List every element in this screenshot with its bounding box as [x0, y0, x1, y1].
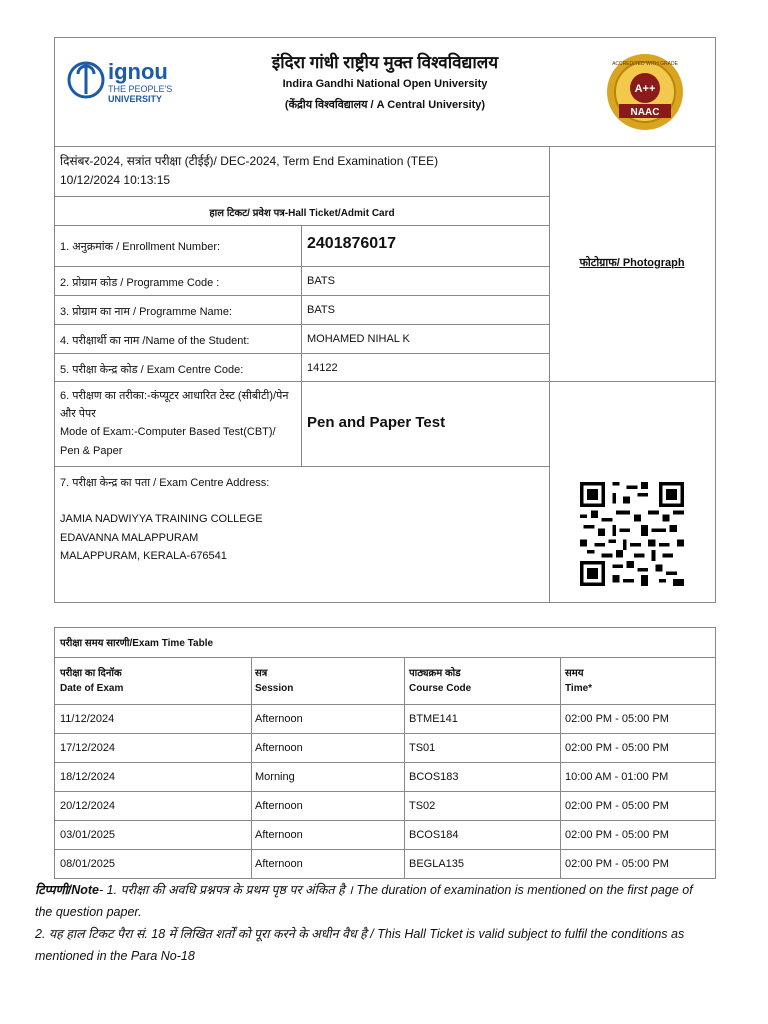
exam-session-line: दिसंबर-2024, सत्रांत परीक्षा (टीईई)/ DEC-2024, Term End Examination (TEE): [60, 154, 439, 168]
note-heading: टिप्पणी/Note: [35, 883, 100, 897]
detail-row-enrollment: [55, 226, 549, 267]
detail-row-programme-name: [55, 296, 549, 325]
detail-divider: [301, 296, 302, 324]
course-code: BEGLA135: [409, 858, 465, 870]
detail-divider: [301, 354, 302, 381]
header-time-hi: समय: [565, 668, 584, 679]
detail-label: 5. परीक्षा केन्द्र कोड / Exam Centre Code:: [60, 364, 244, 376]
address-line3: MALAPPURAM, KERALA-676541: [60, 550, 227, 562]
mode-label-line3: Mode of Exam:-Computer Based Test(CBT)/: [60, 426, 276, 438]
header-session-hi: सत्र: [255, 668, 268, 679]
naac-seal: [605, 52, 685, 132]
central-university-label: (केंद्रीय विश्वविद्यालय / A Central University): [284, 99, 486, 111]
exam-date: 03/01/2025: [60, 829, 116, 841]
logo-text: ignou: [108, 59, 168, 84]
exam-mode: Pen and Paper Test: [307, 414, 446, 431]
course-code: TS01: [409, 742, 436, 754]
exam-session: Afternoon: [255, 829, 303, 841]
exam-time: 02:00 PM - 05:00 PM: [565, 713, 669, 725]
note-line-3: 2. यह हाल टिकट पैरा सं. 18 में लिखित शर्तों को पूरा करने के अधीन वैध है / This Hall Ticket is valid subject to fulfil the conditions as: [35, 927, 685, 941]
detail-label: 2. प्रोग्राम कोड / Programme Code :: [60, 277, 220, 289]
exam-session: Morning: [255, 771, 295, 783]
exam-time: 10:00 AM - 01:00 PM: [565, 771, 669, 783]
address-line1: JAMIA NADWIYYA TRAINING COLLEGE: [60, 513, 263, 525]
qr-code: [580, 482, 684, 586]
detail-row-centre-code: [55, 354, 549, 382]
photo-column-divider: [549, 146, 550, 602]
header-session-en: Session: [255, 683, 294, 694]
table-row: [55, 733, 715, 754]
photo-qr-divider: [549, 381, 715, 382]
card-header: [55, 38, 715, 147]
naac-grade: A++: [634, 83, 656, 95]
exam-date: 08/01/2025: [60, 858, 116, 870]
timetable-header-divider: [55, 657, 715, 658]
header-course-hi: पाठ्यक्रम कोड: [409, 668, 461, 679]
logo-sub2: UNIVERSITY: [108, 94, 163, 104]
course-code: TS02: [409, 800, 436, 812]
exam-date: 11/12/2024: [60, 713, 115, 725]
exam-session: Afternoon: [255, 742, 303, 754]
exam-time: 02:00 PM - 05:00 PM: [565, 742, 669, 754]
naac-ring-text: ACCREDITED WITH GRADE: [612, 61, 678, 67]
photo-label: फोटोग्राफ/ Photograph: [579, 257, 685, 269]
programme-code: BATS: [307, 275, 335, 287]
course-code: BCOS183: [409, 771, 459, 783]
note-line-1: [35, 879, 735, 901]
naac-label: NAAC: [630, 107, 660, 118]
address-line2: EDAVANNA MALAPPURAM: [60, 532, 199, 544]
header-time-en: Time*: [565, 683, 593, 694]
detail-divider: [301, 325, 302, 353]
mode-label-line4: Pen & Paper: [60, 445, 123, 457]
note-1-text: - 1. परीक्षा की अवधि प्रश्नपत्र के प्रथम पृष्ठ पर अंकित है । The duration of examination is mentioned on the first page of: [99, 883, 693, 897]
table-row: [55, 849, 715, 870]
detail-divider: [301, 382, 302, 466]
exam-timestamp: 10/12/2024 10:13:15: [60, 173, 171, 187]
admit-card: [54, 37, 716, 603]
exam-info: [55, 146, 549, 197]
note-line-4: mentioned in the Para No-18: [35, 949, 195, 963]
exam-time: 02:00 PM - 05:00 PM: [565, 829, 669, 841]
table-row: [55, 762, 715, 783]
detail-label: 1. अनुक्रमांक / Enrollment Number:: [60, 241, 221, 253]
exam-date: 18/12/2024: [60, 771, 116, 783]
exam-date: 20/12/2024: [60, 800, 116, 812]
card-title: हाल टिकट/ प्रवेश पत्र-Hall Ticket/Admit Card: [209, 208, 395, 219]
table-row: [55, 791, 715, 812]
detail-row-programme-code: [55, 267, 549, 296]
exam-timetable: [54, 627, 716, 879]
exam-time: 02:00 PM - 05:00 PM: [565, 858, 669, 870]
detail-row-address: [55, 467, 549, 601]
exam-session: Afternoon: [255, 713, 303, 725]
header-date-en: Date of Exam: [60, 683, 124, 694]
table-row: [55, 820, 715, 841]
exam-session: Afternoon: [255, 800, 303, 812]
card-title-row: [55, 197, 549, 226]
programme-name: BATS: [307, 304, 335, 316]
exam-time: 02:00 PM - 05:00 PM: [565, 800, 669, 812]
centre-code: 14122: [307, 362, 338, 374]
detail-divider: [301, 267, 302, 295]
header-course-en: Course Code: [409, 683, 472, 694]
detail-row-mode: [55, 382, 549, 467]
course-code: BCOS184: [409, 829, 459, 841]
column-divider: [251, 657, 252, 878]
enrollment-number: 2401876017: [307, 235, 396, 252]
detail-label: 4. परीक्षार्थी का नाम /Name of the Student:: [60, 335, 250, 347]
note-line-2: the question paper.: [35, 905, 142, 919]
detail-label: 3. प्रोग्राम का नाम / Programme Name:: [60, 306, 232, 318]
column-divider: [560, 657, 561, 878]
university-title-english: Indira Gandhi National Open University: [282, 78, 488, 90]
detail-divider: [301, 226, 302, 266]
logo-sub1: THE PEOPLE'S: [108, 84, 173, 94]
header-date-hi: परीक्षा का दिनॉक: [60, 668, 122, 679]
table-row: [55, 704, 715, 725]
column-divider: [404, 657, 405, 878]
course-code: BTME141: [409, 713, 458, 725]
student-name: MOHAMED NIHAL K: [307, 333, 410, 345]
university-title-hindi: इंदिरा गांधी राष्ट्रीय मुक्त विश्वविद्यालय: [271, 53, 499, 72]
mode-label-line1: 6. परीक्षण का तरीका:-कंप्यूटर आधारित टेस्ट (सीबीटी)/पेन: [60, 390, 289, 402]
address-label: 7. परीक्षा केन्द्र का पता / Exam Centre Address:: [60, 477, 270, 489]
timetable-title: परीक्षा समय सारणी/Exam Time Table: [60, 638, 214, 649]
exam-session: Afternoon: [255, 858, 303, 870]
mode-label-line2: और पेपर: [60, 408, 96, 420]
exam-date: 17/12/2024: [60, 742, 116, 754]
detail-row-student-name: [55, 325, 549, 354]
